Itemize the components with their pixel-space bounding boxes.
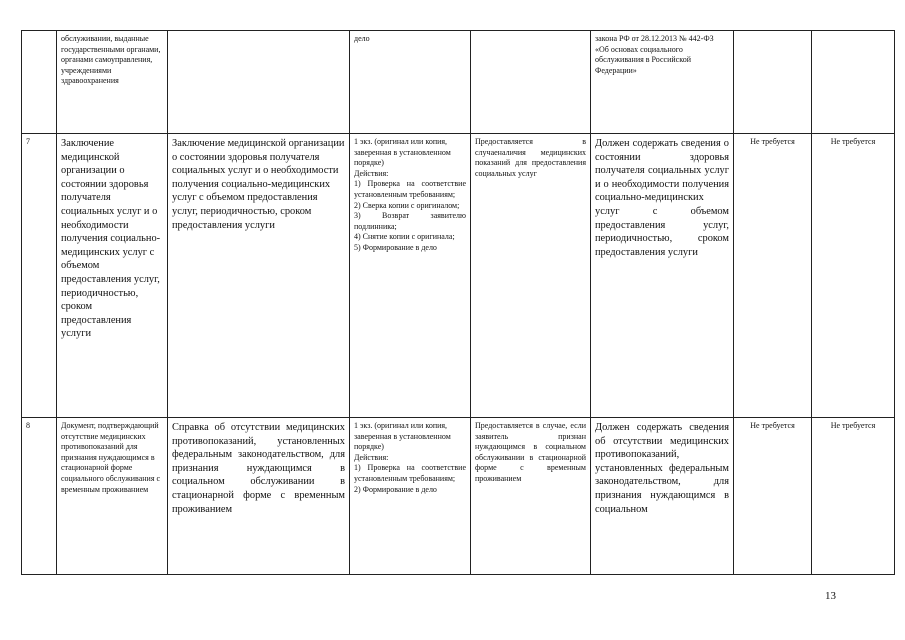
table-row-continued bbox=[22, 31, 895, 134]
cell-document-name: Документ, подтверждающий отсутствие медицинских противопоказаний для признания нуждающимся в стационарной форме социального обслуживания с временным проживанием bbox=[57, 418, 168, 575]
requirements-head: 1 экз. (оригинал или копия, заверенная в установленном порядке) bbox=[354, 137, 451, 168]
cell-sample bbox=[812, 31, 895, 134]
cell-standard: Должен содержать сведения о состоянии здоровья получателя социальных услуг и о необходимости получения социально-медицинских услуг с объемом предоставления услуг, периодичностью, сроком предоставления услуги bbox=[591, 134, 734, 418]
requirements-actions-label: Действия: bbox=[354, 168, 389, 178]
cell-standard: Должен содержать сведения об отсутствии медицинских противопоказаний, установленных федеральным законодательством, для признания нуждающимся в социальном bbox=[591, 418, 734, 575]
table-row-7 bbox=[22, 134, 895, 418]
cell-num: 8 bbox=[22, 418, 57, 575]
cell-document-kind: Заключение медицинской организации о состоянии здоровья получателя социальных услуг и о необходимости получения социально-медицинских услуг с объемом предоставления услуг, периодичностью, сроком предоставления услуги bbox=[168, 134, 350, 418]
cell-conditions: Предоставляется в случаеналичия медицинских показаний для предоставления социальных услуг bbox=[471, 134, 591, 418]
requirements-action: 1) Проверка на соответствие установленным требованиям; bbox=[354, 463, 466, 483]
cell-form: Не требуется bbox=[734, 418, 812, 575]
cell-sample: Не требуется bbox=[812, 134, 895, 418]
cell-num: 7 bbox=[22, 134, 57, 418]
documents-table bbox=[21, 30, 895, 575]
requirements-action: 1) Проверка на соответствие установленным требованиям; bbox=[354, 179, 466, 199]
requirements-action: 4) Снятие копии с оригинала; bbox=[354, 232, 455, 242]
cell-requirements bbox=[350, 134, 471, 418]
cell-document-name: обслуживании, выданные государственными органами, органами самоуправления, учреждениями здравоохранения bbox=[57, 31, 168, 134]
cell-form: Не требуется bbox=[734, 134, 812, 418]
requirements-actions-label: Действия: bbox=[354, 452, 389, 462]
page-number: 13 bbox=[825, 590, 836, 602]
cell-conditions: Предоставляется в случае, если заявитель признан нуждающимся в социальном обслуживании в стационарной форме с временным проживанием bbox=[471, 418, 591, 575]
cell-document-kind bbox=[168, 31, 350, 134]
cell-document-name: Заключение медицинской организации о состоянии здоровья получателя социальных услуг и о необходимости получения социально-медицинских услуг с объемом предоставления услуг, периодичностью, сроком предоставления услуги bbox=[57, 134, 168, 418]
requirements-action: 2) Сверка копии с оригиналом; bbox=[354, 200, 460, 210]
cell-conditions bbox=[471, 31, 591, 134]
cell-form bbox=[734, 31, 812, 134]
cell-sample: Не требуется bbox=[812, 418, 895, 575]
requirements-action: 2) Формирование в дело bbox=[354, 484, 437, 494]
requirements-action: 3) Возврат заявителю подлинника; bbox=[354, 211, 466, 231]
cell-standard: закона РФ от 28.12.2013 № 442-ФЗ «Об основах социального обслуживания в Российской Федерации» bbox=[591, 31, 734, 134]
requirements-action: 5) Формирование в дело bbox=[354, 242, 437, 252]
cell-requirements: дело bbox=[350, 31, 471, 134]
requirements-head: 1 экз. (оригинал или копия, заверенная в установленном порядке) bbox=[354, 421, 451, 452]
cell-num bbox=[22, 31, 57, 134]
cell-document-kind: Справка об отсутствии медицинских противопоказаний, установленных федеральным законодательством, для признания нуждающимся в социальном обслуживании в стационарной форме с временным проживанием bbox=[168, 418, 350, 575]
cell-requirements bbox=[350, 418, 471, 575]
table-row-8 bbox=[22, 418, 895, 575]
